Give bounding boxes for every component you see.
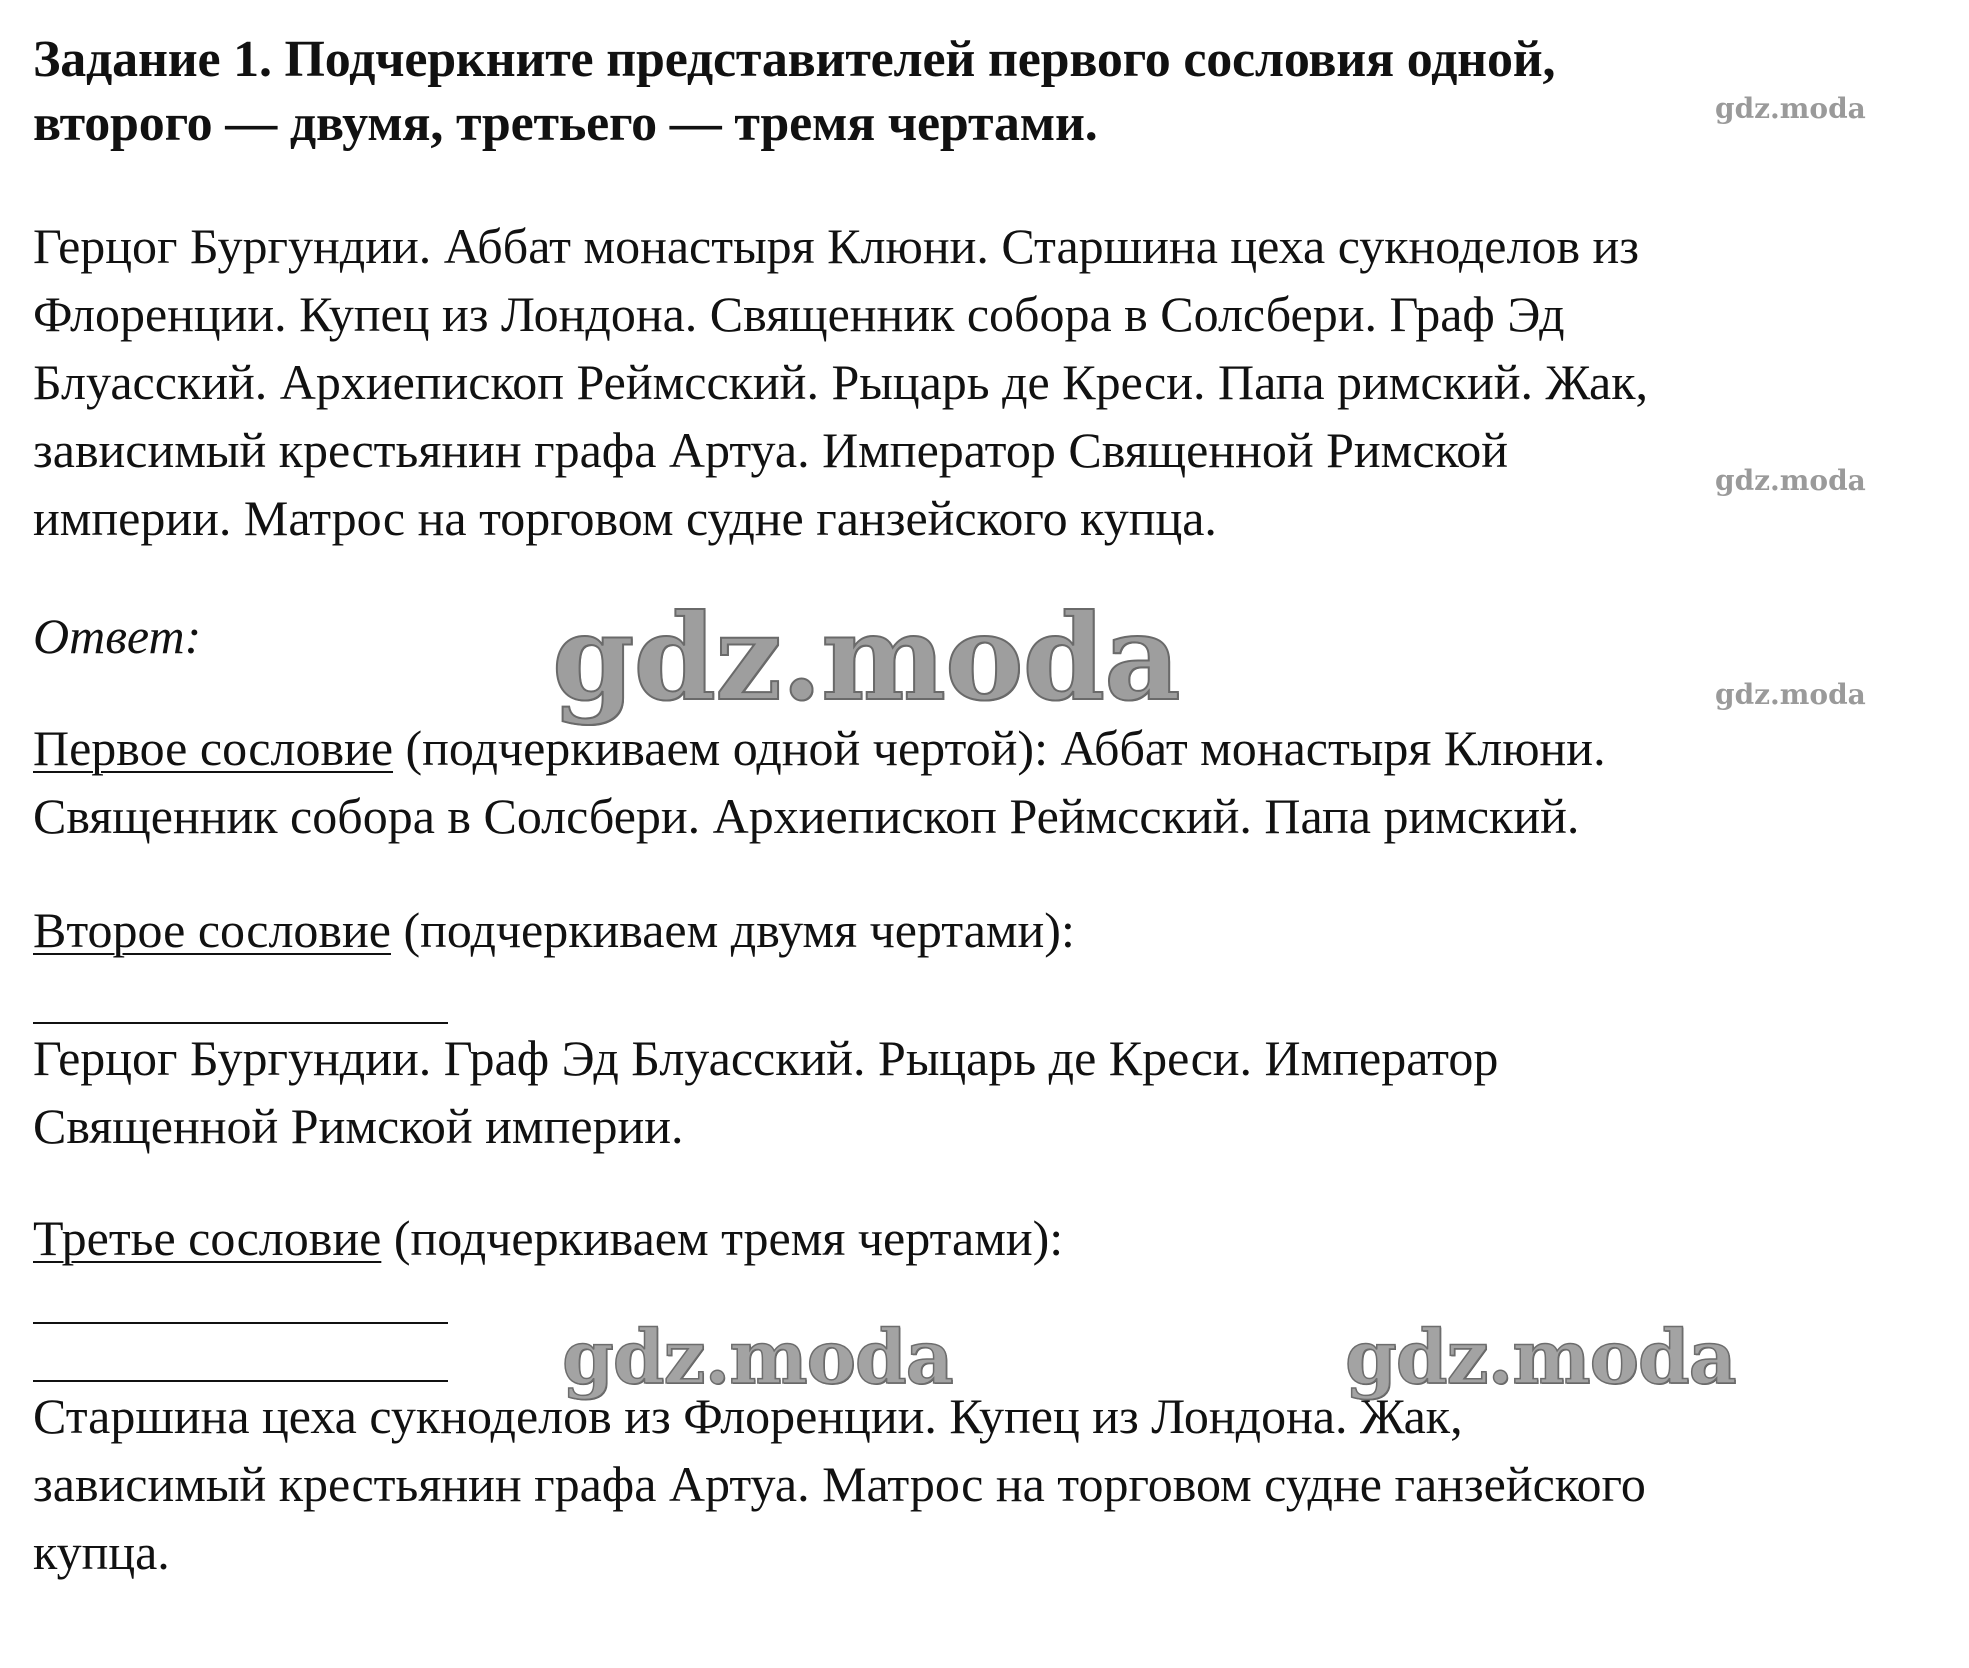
- watermark: gdz.moda: [1715, 464, 1866, 497]
- task-title: [33, 28, 1943, 156]
- task-title-line: Задание 1. Подчеркните представителей первого сословия одной,: [33, 31, 1556, 88]
- second-estate-line: [33, 896, 1943, 964]
- watermark: gdz.moda: [552, 588, 1180, 727]
- third-estate-line: Старшина цеха сукноделов из Флоренции. Купец из Лондона. Жак,: [33, 1388, 1463, 1444]
- watermark: gdz.moda: [1715, 678, 1866, 711]
- third-estate-term: Третье сословие: [33, 1210, 382, 1266]
- first-estate-note: (подчеркиваем одной чертой): Аббат монастыря Клюни.: [393, 720, 1606, 776]
- task-text-line: Герцог Бургундии. Аббат монастыря Клюни. Старшина цеха сукноделов из: [33, 218, 1640, 274]
- second-estate-line: Герцог Бургундии. Граф Эд Блуасский. Рыцарь де Креси. Император: [33, 1030, 1499, 1086]
- answer-label: Ответ:: [33, 608, 202, 664]
- first-estate-line: Священник собора в Солсбери. Архиепископ Реймсский. Папа римский.: [33, 788, 1580, 844]
- task-text-line: Флоренции. Купец из Лондона. Священник собора в Солсбери. Граф Эд: [33, 286, 1565, 342]
- second-estate-line: Священной Римской империи.: [33, 1098, 684, 1154]
- worksheet: [33, 28, 1943, 1586]
- first-estate-line: [33, 714, 1943, 782]
- second-estate-note: (подчеркиваем двумя чертами):: [390, 902, 1075, 958]
- first-estate-section: [33, 714, 1943, 850]
- third-estate-line: [33, 1204, 1943, 1272]
- third-estate-section: [33, 1204, 1943, 1586]
- task-text-line: зависимый крестьянин графа Артуа. Император Священной Римской: [33, 422, 1509, 478]
- underline-stroke: [33, 1322, 448, 1324]
- second-estate-section: [33, 896, 1943, 1160]
- task-text-line: Блуасский. Архиепископ Реймсский. Рыцарь де Креси. Папа римский. Жак,: [33, 354, 1648, 410]
- watermark: gdz.moda: [562, 1315, 953, 1401]
- second-estate-term: Второе сословие: [33, 902, 391, 958]
- task-text-line: империи. Матрос на торговом судне ганзейского купца.: [33, 490, 1217, 546]
- third-estate-line: купца.: [33, 1524, 170, 1580]
- task-title-line: второго — двумя, третьего — тремя чертами.: [33, 95, 1098, 152]
- task-text: [33, 212, 1943, 552]
- watermark: gdz.moda: [1345, 1315, 1736, 1401]
- third-estate-note: (подчеркиваем тремя чертами):: [381, 1210, 1064, 1266]
- double-underline-sample: [33, 964, 1943, 1024]
- first-estate-term: Первое сословие: [33, 720, 394, 776]
- watermark: gdz.moda: [1715, 92, 1866, 125]
- third-estate-line: зависимый крестьянин графа Артуа. Матрос на торговом судне ганзейского: [33, 1456, 1646, 1512]
- triple-underline-sample: [33, 1272, 1943, 1382]
